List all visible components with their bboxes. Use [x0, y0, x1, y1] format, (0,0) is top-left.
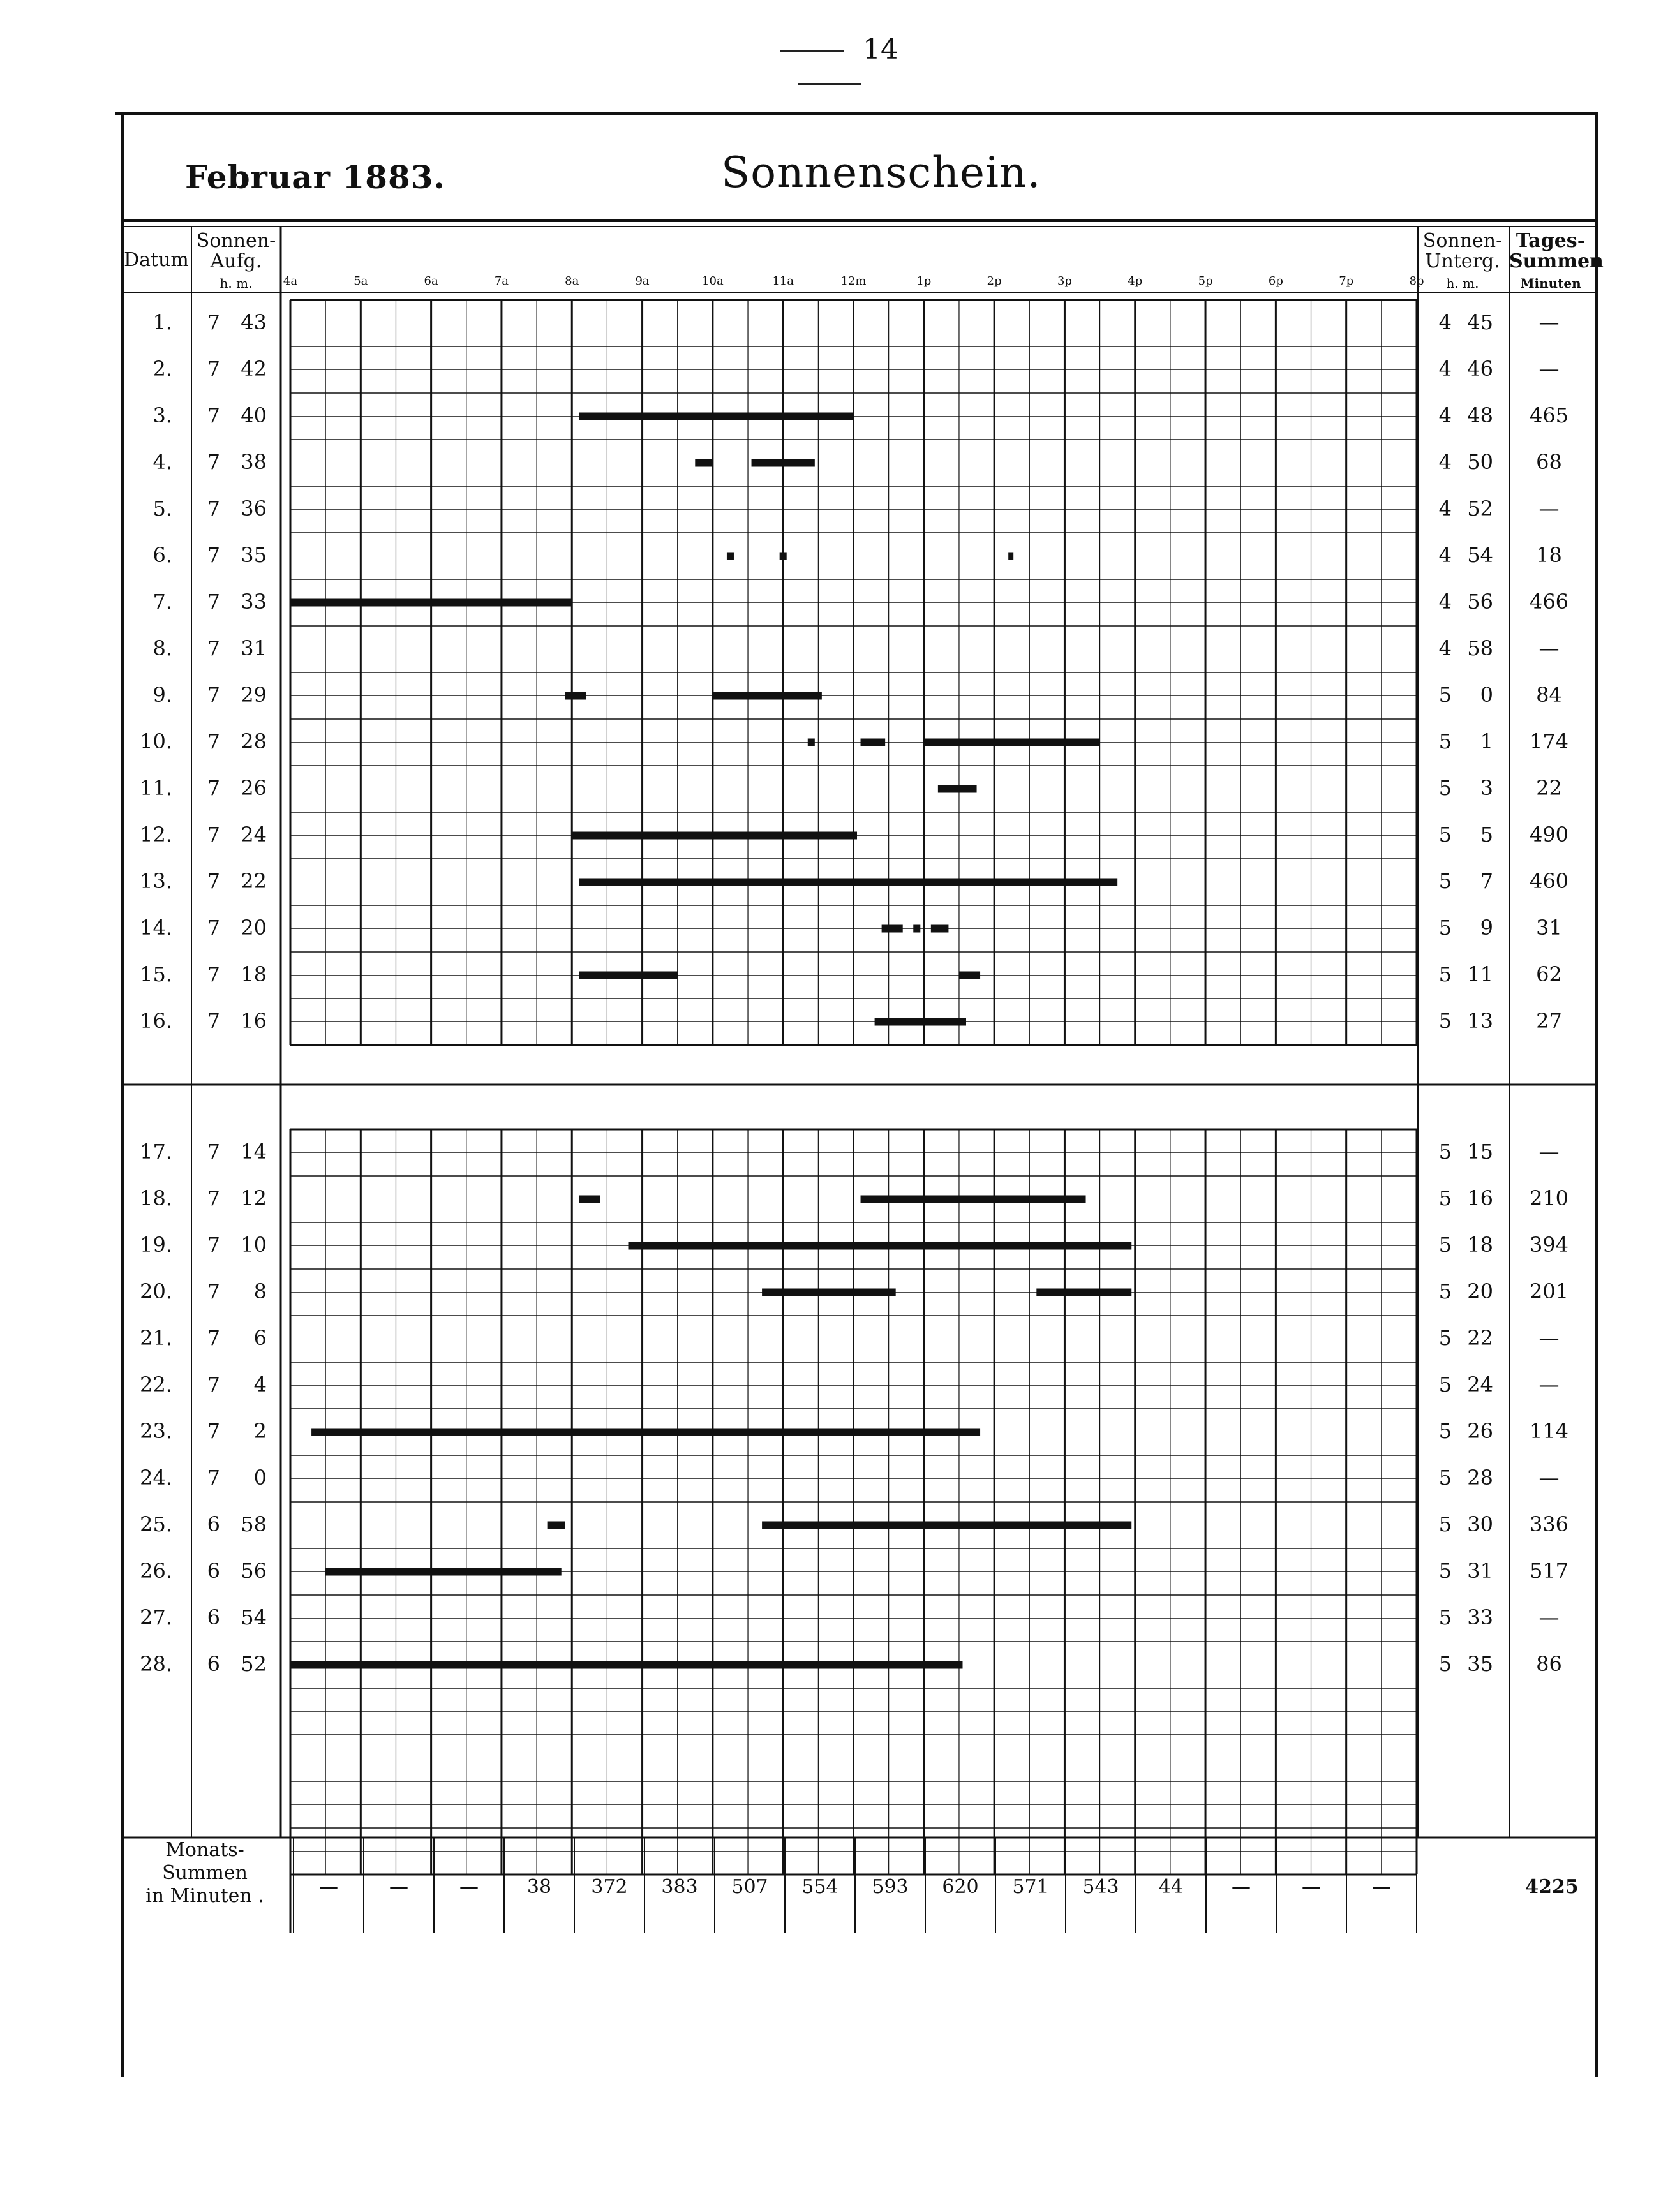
sunshine-trace [1008, 553, 1013, 560]
row-date: 22. [140, 1372, 172, 1397]
row-sunrise-hour: 6 [207, 1652, 220, 1676]
row-date: 26. [140, 1559, 172, 1583]
row-date: 21. [140, 1326, 172, 1350]
row-daily-total: 62 [1536, 962, 1562, 986]
row-daily-total: 27 [1536, 1009, 1562, 1033]
row-date: 20. [140, 1279, 172, 1303]
row-sunset-hour: 5 [1438, 1139, 1452, 1164]
row-sunset-hour: 4 [1438, 496, 1452, 521]
row-sunrise-minute: 28 [241, 729, 267, 753]
row-sunrise-hour: 7 [207, 496, 220, 521]
row-sunset-minute: 45 [1467, 310, 1493, 334]
row-sunset-hour: 5 [1438, 683, 1452, 707]
row-sunset-minute: 5 [1480, 822, 1493, 847]
row-sunrise-hour: 6 [207, 1559, 220, 1583]
hour-label: 9a [635, 274, 650, 288]
row-sunrise-hour: 7 [207, 590, 220, 614]
row-date: 19. [140, 1233, 172, 1257]
sunshine-trace [808, 739, 815, 746]
row-date: 3. [153, 403, 172, 427]
row-sunset-hour: 4 [1438, 310, 1452, 334]
row-daily-total: — [1539, 1372, 1560, 1397]
row-date: 27. [140, 1605, 172, 1629]
row-date: 4. [153, 450, 172, 474]
monthly-sum-cell: 571 [1012, 1876, 1049, 1898]
header-sunrise-label: Sonnen-Aufg. [196, 230, 276, 272]
row-sunrise-hour: 7 [207, 636, 220, 660]
row-sunrise-hour: 7 [207, 822, 220, 847]
row-date: 25. [140, 1512, 172, 1536]
row-sunset-hour: 5 [1438, 1419, 1452, 1443]
row-sunset-minute: 20 [1467, 1279, 1493, 1303]
row-sunrise-hour: 7 [207, 1186, 220, 1210]
row-sunrise-hour: 7 [207, 1419, 220, 1443]
row-sunrise-minute: 52 [241, 1652, 267, 1676]
row-sunrise-minute: 54 [241, 1605, 267, 1629]
row-date: 24. [140, 1466, 172, 1490]
row-sunrise-minute: 12 [241, 1186, 267, 1210]
row-sunset-minute: 13 [1467, 1009, 1493, 1033]
row-sunrise-minute: 43 [241, 310, 267, 334]
row-sunset-hour: 4 [1438, 636, 1452, 660]
sunshine-trace [875, 1018, 966, 1026]
row-sunset-hour: 5 [1438, 1279, 1452, 1303]
monthly-sum-cell: 543 [1082, 1876, 1119, 1898]
sunshine-trace [913, 925, 920, 933]
row-sunrise-minute: 0 [253, 1466, 267, 1490]
row-sunset-minute: 18 [1467, 1233, 1493, 1257]
sunshine-trace [325, 1568, 562, 1576]
hour-label: 1p [916, 274, 932, 288]
row-sunset-hour: 5 [1438, 962, 1452, 986]
row-sunrise-hour: 7 [207, 729, 220, 753]
row-daily-total: 114 [1529, 1419, 1569, 1443]
row-date: 17. [140, 1139, 172, 1164]
row-sunrise-minute: 40 [241, 403, 267, 427]
row-sunset-minute: 54 [1467, 543, 1493, 567]
row-sunrise-minute: 42 [241, 357, 267, 381]
row-sunset-minute: 33 [1467, 1605, 1493, 1629]
row-sunrise-minute: 10 [241, 1233, 267, 1257]
row-date: 14. [140, 916, 172, 940]
row-sunrise-hour: 7 [207, 1009, 220, 1033]
row-sunset-minute: 0 [1480, 683, 1493, 707]
row-sunset-minute: 9 [1480, 916, 1493, 940]
hour-label: 6a [424, 274, 438, 288]
row-sunrise-hour: 7 [207, 869, 220, 893]
row-sunset-minute: 1 [1480, 729, 1493, 753]
row-sunset-hour: 4 [1438, 590, 1452, 614]
row-sunset-minute: 28 [1467, 1466, 1493, 1490]
monthly-sum-cell: — [459, 1876, 479, 1898]
sunshine-trace [882, 925, 903, 933]
row-date: 16. [140, 1009, 172, 1033]
row-sunrise-hour: 7 [207, 683, 220, 707]
row-sunset-minute: 11 [1467, 962, 1493, 986]
header-sunset-units: h. m. [1446, 276, 1479, 291]
row-sunrise-hour: 7 [207, 1233, 220, 1257]
row-sunset-minute: 58 [1467, 636, 1493, 660]
row-sunset-minute: 50 [1467, 450, 1493, 474]
row-sunrise-minute: 26 [241, 776, 267, 800]
hour-label: 2p [987, 274, 1002, 288]
sunshine-trace [572, 832, 857, 840]
monthly-sum-cell: 38 [526, 1876, 552, 1898]
footer-label [125, 1839, 285, 1908]
row-daily-total: — [1539, 1326, 1560, 1350]
row-daily-total: — [1539, 357, 1560, 381]
row-sunrise-hour: 7 [207, 450, 220, 474]
hour-label: 5p [1198, 274, 1213, 288]
row-sunset-hour: 5 [1438, 1186, 1452, 1210]
row-daily-total: 68 [1536, 450, 1562, 474]
sunshine-trace [290, 1661, 962, 1669]
row-daily-total: 86 [1536, 1652, 1562, 1676]
row-sunrise-hour: 7 [207, 1279, 220, 1303]
row-sunset-minute: 15 [1467, 1139, 1493, 1164]
footer-label-line1: Monats-Summen [162, 1839, 248, 1884]
hour-label: 10a [702, 274, 724, 288]
row-sunrise-minute: 24 [241, 822, 267, 847]
row-sunset-hour: 5 [1438, 1605, 1452, 1629]
row-sunset-minute: 56 [1467, 590, 1493, 614]
row-date: 1. [153, 310, 172, 334]
row-sunrise-hour: 7 [207, 916, 220, 940]
row-sunset-minute: 22 [1467, 1326, 1493, 1350]
row-sunrise-minute: 36 [241, 496, 267, 521]
row-sunrise-minute: 58 [241, 1512, 267, 1536]
monthly-sum-cell: 554 [801, 1876, 838, 1898]
row-date: 28. [140, 1652, 172, 1676]
row-sunset-minute: 48 [1467, 403, 1493, 427]
row-sunset-hour: 5 [1438, 729, 1452, 753]
monthly-sum-cell: 620 [942, 1876, 979, 1898]
row-sunset-minute: 3 [1480, 776, 1493, 800]
row-daily-total: 490 [1529, 822, 1569, 847]
row-date: 11. [140, 776, 172, 800]
sunshine-trace [579, 972, 677, 979]
sunshine-trace [861, 1196, 1086, 1203]
sunshine-trace [290, 599, 572, 607]
sunshine-trace [752, 459, 815, 467]
row-date: 5. [153, 496, 172, 521]
page-number: 14 [734, 33, 925, 98]
row-sunset-minute: 7 [1480, 869, 1493, 893]
sunshine-trace [713, 692, 822, 700]
row-sunrise-minute: 6 [253, 1326, 267, 1350]
monthly-sum-cell: 507 [731, 1876, 768, 1898]
row-sunrise-minute: 38 [241, 450, 267, 474]
hour-label: 4p [1128, 274, 1143, 288]
monthly-sum-cell: 383 [661, 1876, 698, 1898]
sunshine-trace [548, 1522, 565, 1529]
row-sunset-hour: 5 [1438, 776, 1452, 800]
row-daily-total: 210 [1529, 1186, 1569, 1210]
sunshine-trace [780, 553, 787, 560]
hour-label: 4a [283, 274, 298, 288]
row-sunrise-hour: 7 [207, 1372, 220, 1397]
header-sunrise-units: h. m. [220, 276, 253, 291]
row-sunset-hour: 5 [1438, 1233, 1452, 1257]
row-date: 6. [153, 543, 172, 567]
sunshine-trace [727, 553, 734, 560]
row-sunrise-hour: 7 [207, 1139, 220, 1164]
row-sunset-hour: 5 [1438, 1009, 1452, 1033]
row-sunrise-minute: 35 [241, 543, 267, 567]
row-sunrise-minute: 18 [241, 962, 267, 986]
row-sunrise-hour: 7 [207, 357, 220, 381]
monthly-sum-cell: 44 [1158, 1876, 1184, 1898]
row-sunrise-hour: 7 [207, 543, 220, 567]
row-sunset-minute: 52 [1467, 496, 1493, 521]
hour-label: 7a [494, 274, 509, 288]
sunshine-trace [629, 1242, 1132, 1250]
row-sunset-hour: 5 [1438, 1372, 1452, 1397]
row-sunrise-minute: 4 [253, 1372, 267, 1397]
row-sunset-hour: 5 [1438, 1559, 1452, 1583]
monthly-sum-cell: — [319, 1876, 338, 1898]
row-date: 12. [140, 822, 172, 847]
sunshine-trace [1036, 1289, 1131, 1296]
row-sunrise-minute: 20 [241, 916, 267, 940]
row-date: 18. [140, 1186, 172, 1210]
row-daily-total: — [1539, 496, 1560, 521]
row-daily-total: 18 [1536, 543, 1562, 567]
sunshine-trace [565, 692, 586, 700]
sunshine-trace [579, 1196, 600, 1203]
header-totals-units: Minuten [1520, 276, 1581, 291]
row-sunset-minute: 26 [1467, 1419, 1493, 1443]
row-sunset-hour: 4 [1438, 543, 1452, 567]
header-totals-label: Tages-Summen [1509, 230, 1604, 272]
monthly-sum-cell: — [1232, 1876, 1251, 1898]
row-date: 10. [140, 729, 172, 753]
row-daily-total: 201 [1529, 1279, 1569, 1303]
monthly-sum-cell: — [1302, 1876, 1321, 1898]
sunshine-trace [762, 1522, 1131, 1529]
row-sunset-hour: 5 [1438, 822, 1452, 847]
hour-label: 6p [1268, 274, 1283, 288]
row-sunrise-hour: 6 [207, 1512, 220, 1536]
row-sunset-hour: 5 [1438, 869, 1452, 893]
sunshine-trace [695, 459, 713, 467]
row-daily-total: 174 [1529, 729, 1569, 753]
row-sunrise-minute: 29 [241, 683, 267, 707]
row-sunrise-minute: 33 [241, 590, 267, 614]
row-daily-total: 466 [1529, 590, 1569, 614]
row-daily-total: — [1539, 1466, 1560, 1490]
row-sunrise-minute: 2 [253, 1419, 267, 1443]
header-sunset-label: Sonnen-Unterg. [1422, 230, 1503, 272]
row-sunset-hour: 5 [1438, 916, 1452, 940]
hour-label: 3p [1057, 274, 1072, 288]
row-sunset-hour: 4 [1438, 357, 1452, 381]
row-sunset-minute: 16 [1467, 1186, 1493, 1210]
row-sunrise-hour: 7 [207, 1466, 220, 1490]
row-date: 23. [140, 1419, 172, 1443]
row-sunrise-hour: 7 [207, 310, 220, 334]
row-date: 8. [153, 636, 172, 660]
row-date: 15. [140, 962, 172, 986]
row-sunset-hour: 4 [1438, 450, 1452, 474]
row-daily-total: — [1539, 310, 1560, 334]
row-sunrise-hour: 7 [207, 403, 220, 427]
row-sunrise-hour: 7 [207, 1326, 220, 1350]
monthly-sum-cell: 372 [591, 1876, 628, 1898]
row-daily-total: 394 [1529, 1233, 1569, 1257]
sunshine-trace [311, 1429, 980, 1436]
row-date: 13. [140, 869, 172, 893]
row-daily-total: 22 [1536, 776, 1562, 800]
sunshine-trace [762, 1289, 896, 1296]
row-daily-total: 31 [1536, 916, 1562, 940]
hour-label: 11a [772, 274, 794, 288]
hour-label: 5a [354, 274, 368, 288]
row-sunrise-minute: 31 [241, 636, 267, 660]
row-sunset-minute: 24 [1467, 1372, 1493, 1397]
row-sunrise-hour: 6 [207, 1605, 220, 1629]
row-sunrise-hour: 7 [207, 962, 220, 986]
row-daily-total: 84 [1536, 683, 1562, 707]
row-sunrise-minute: 14 [241, 1139, 267, 1164]
monthly-sum-cell: 593 [872, 1876, 909, 1898]
page-title: Sonnenschein. [721, 148, 1041, 197]
row-daily-total: — [1539, 1139, 1560, 1164]
sunshine-trace [579, 413, 853, 420]
row-sunrise-hour: 7 [207, 776, 220, 800]
row-sunset-minute: 35 [1467, 1652, 1493, 1676]
hour-label: 8a [565, 274, 579, 288]
hour-label: 12m [840, 274, 867, 288]
row-sunset-hour: 5 [1438, 1512, 1452, 1536]
month-title: Februar 1883. [185, 158, 445, 196]
row-sunrise-minute: 16 [241, 1009, 267, 1033]
row-sunset-hour: 5 [1438, 1652, 1452, 1676]
row-sunset-hour: 5 [1438, 1326, 1452, 1350]
row-sunset-minute: 46 [1467, 357, 1493, 381]
footer-label-line2: in Minuten . [145, 1885, 264, 1907]
row-date: 2. [153, 357, 172, 381]
row-sunset-minute: 31 [1467, 1559, 1493, 1583]
hour-label: 8p [1409, 274, 1424, 288]
monthly-total: 4225 [1525, 1876, 1579, 1898]
row-daily-total: — [1539, 636, 1560, 660]
row-daily-total: 460 [1529, 869, 1569, 893]
row-sunrise-minute: 56 [241, 1559, 267, 1583]
sunshine-trace [931, 925, 949, 933]
sunshine-trace [959, 972, 980, 979]
row-sunset-hour: 4 [1438, 403, 1452, 427]
row-sunrise-minute: 22 [241, 869, 267, 893]
monthly-sum-cell: — [1372, 1876, 1391, 1898]
monthly-sum-cell: — [389, 1876, 408, 1898]
header-datum: Datum [124, 249, 189, 271]
row-sunset-minute: 30 [1467, 1512, 1493, 1536]
row-sunset-hour: 5 [1438, 1466, 1452, 1490]
row-sunrise-minute: 8 [253, 1279, 267, 1303]
hour-label: 7p [1339, 274, 1354, 288]
row-date: 7. [153, 590, 172, 614]
sunshine-trace [861, 739, 886, 746]
row-daily-total: 517 [1529, 1559, 1569, 1583]
row-daily-total: 336 [1529, 1512, 1569, 1536]
row-date: 9. [153, 683, 172, 707]
sunshine-trace [938, 785, 977, 793]
row-daily-total: — [1539, 1605, 1560, 1629]
row-daily-total: 465 [1529, 403, 1569, 427]
sunshine-trace [579, 879, 1117, 886]
sunshine-trace [924, 739, 1100, 746]
